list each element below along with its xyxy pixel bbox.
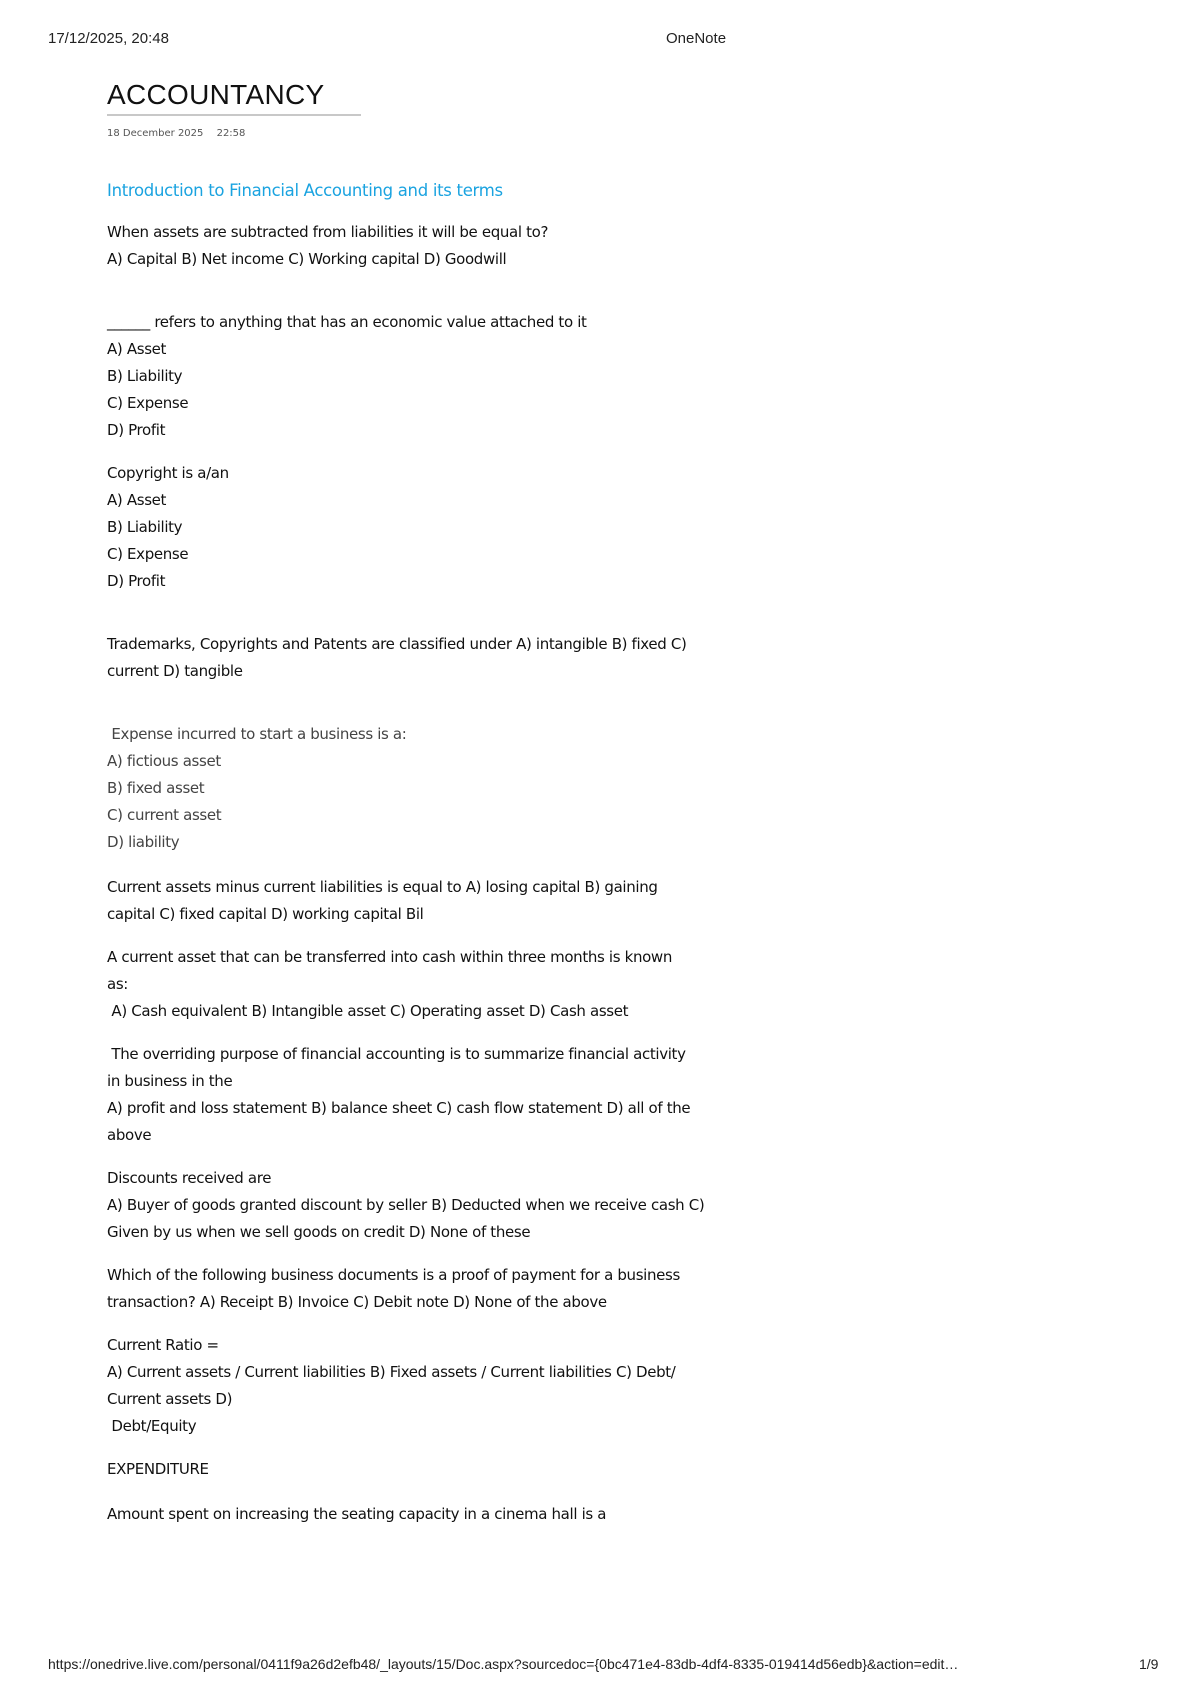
text-line: Current assets minus current liabilities is equal to A) losing capital B) gaining — [107, 878, 658, 896]
text-line: Which of the following business documents is a proof of payment for a business — [107, 1266, 680, 1284]
question-block — [107, 309, 747, 444]
text-line: D) Profit — [107, 421, 166, 439]
section-heading: Introduction to Financial Accounting and its terms — [107, 181, 503, 200]
text-line: ______ refers to anything that has an economic value attached to it — [107, 313, 587, 331]
text-line: D) Profit — [107, 572, 166, 590]
question-block — [107, 944, 747, 1025]
note-content — [107, 219, 747, 1528]
text-line: A) Buyer of goods granted discount by seller B) Deducted when we receive cash C) — [107, 1196, 705, 1214]
text-line: as: — [107, 975, 129, 993]
text-line: current D) tangible — [107, 662, 243, 680]
question-block — [107, 874, 747, 928]
text-line: transaction? A) Receipt B) Invoice C) Debit note D) None of the above — [107, 1293, 607, 1311]
text-line: B) fixed asset — [107, 779, 205, 797]
text-line: B) Liability — [107, 367, 183, 385]
text-line: EXPENDITURE — [107, 1460, 209, 1478]
question-block — [107, 1041, 747, 1149]
text-line: B) Liability — [107, 518, 183, 536]
print-url: https://onedrive.live.com/personal/0411f9a26d2efb48/_layouts/15/Doc.aspx?sourcedoc={0bc471e4-83db-4df4-8335-019414d56edb}&action=edit… — [48, 1656, 959, 1672]
text-line: A) fictious asset — [107, 752, 221, 770]
text-line: Expense incurred to start a business is a: — [107, 725, 407, 743]
text-line: A) Current assets / Current liabilities B) Fixed assets / Current liabilities C) Debt/ — [107, 1363, 676, 1381]
print-app-name: OneNote — [666, 30, 727, 47]
text-line: A) Asset — [107, 491, 167, 509]
text-line: Amount spent on increasing the seating capacity in a cinema hall is a — [107, 1505, 607, 1523]
text-line: above — [107, 1126, 152, 1144]
note-date: 18 December 2025 — [107, 128, 204, 139]
text-line: A) Asset — [107, 340, 167, 358]
question-block — [107, 1456, 747, 1483]
text-line: C) Expense — [107, 394, 189, 412]
text-line: Discounts received are — [107, 1169, 272, 1187]
text-line: Given by us when we sell goods on credit D) None of these — [107, 1223, 531, 1241]
question-block — [107, 631, 747, 685]
question-block — [107, 1332, 747, 1440]
print-datetime: 17/12/2025, 20:48 — [48, 30, 169, 47]
question-block — [107, 1501, 747, 1528]
text-line: C) Expense — [107, 545, 189, 563]
text-line: A) Capital B) Net income C) Working capital D) Goodwill — [107, 250, 507, 268]
note-time: 22:58 — [216, 128, 246, 139]
note-created-date — [107, 128, 747, 142]
text-line: capital C) fixed capital D) working capital Bil — [107, 905, 424, 923]
question-block — [107, 460, 747, 595]
question-block — [107, 721, 747, 856]
question-block — [107, 1165, 747, 1246]
question-block — [107, 1262, 747, 1316]
page-title: ACCOUNTANCY — [107, 78, 361, 116]
text-line: A current asset that can be transferred into cash within three months is known — [107, 948, 673, 966]
text-line: A) Cash equivalent B) Intangible asset C) Operating asset D) Cash asset — [107, 1002, 629, 1020]
text-line: Current Ratio = — [107, 1336, 219, 1354]
question-block — [107, 219, 747, 273]
text-line: Current assets D) — [107, 1390, 233, 1408]
page-footer — [0, 1656, 1200, 1676]
text-line: D) liability — [107, 833, 180, 851]
text-line: When assets are subtracted from liabilities it will be equal to? — [107, 223, 549, 241]
text-line: C) current asset — [107, 806, 222, 824]
text-line: A) profit and loss statement B) balance sheet C) cash flow statement D) all of the — [107, 1099, 691, 1117]
page-header — [0, 30, 1200, 50]
note-page — [107, 78, 747, 1528]
text-line: in business in the — [107, 1072, 233, 1090]
page-number: 1/9 — [1139, 1656, 1159, 1672]
text-line: Copyright is a/an — [107, 464, 229, 482]
text-line: Debt/Equity — [107, 1417, 197, 1435]
text-line: Trademarks, Copyrights and Patents are classified under A) intangible B) fixed C) — [107, 635, 687, 653]
text-line: The overriding purpose of financial accounting is to summarize financial activity — [107, 1045, 686, 1063]
